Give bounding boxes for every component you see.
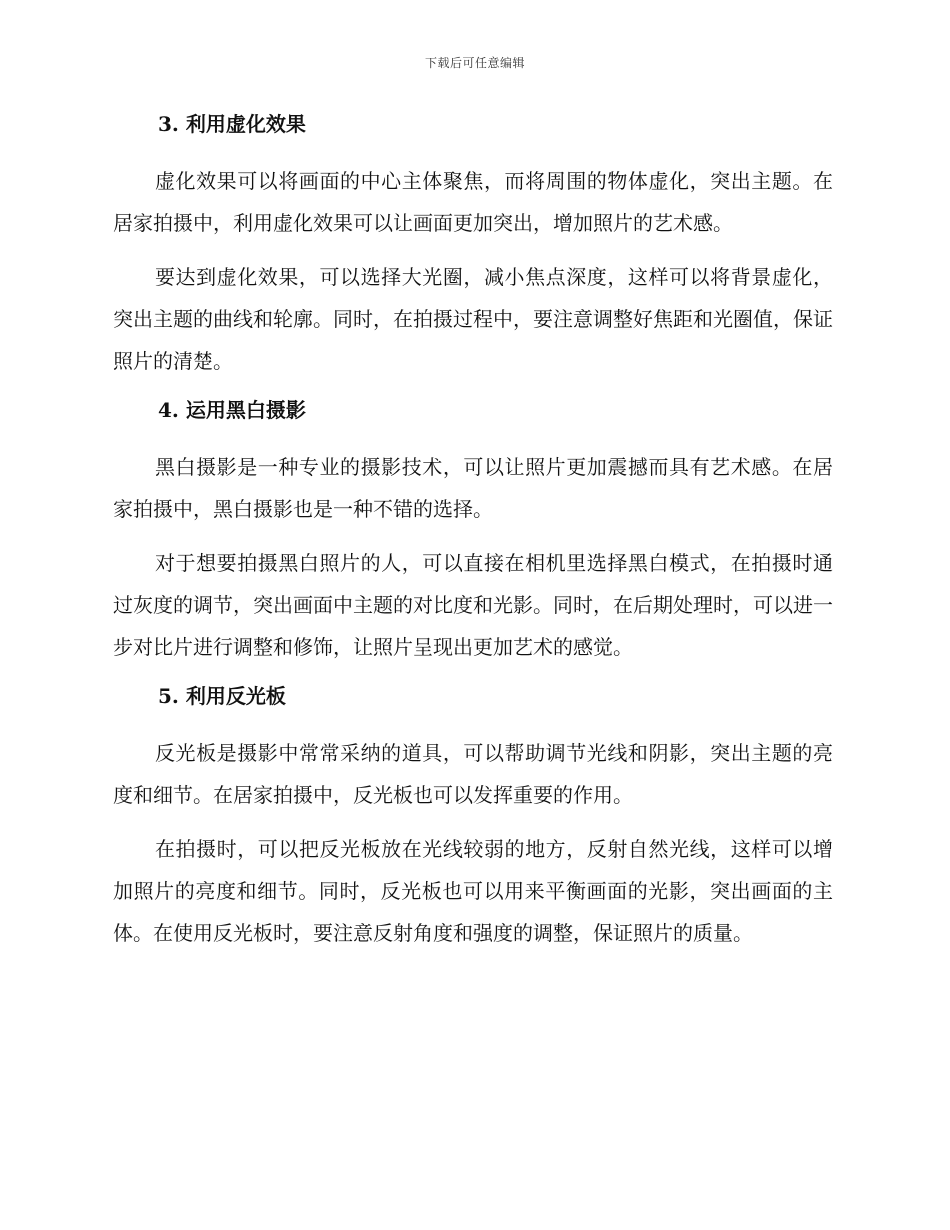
section-5	[113, 680, 833, 954]
paragraph: 在拍摄时，可以把反光板放在光线较弱的地方，反射自然光线，这样可以增加照片的亮度和细节。同时，反光板也可以用来平衡画面的光影，突出画面的主体。在使用反光板时，要注意反射角度和强度的调整，保证照片的质量。	[113, 837, 833, 945]
section-heading: 3. 利用虚化效果	[158, 112, 306, 136]
paragraph: 要达到虚化效果，可以选择大光圈，减小焦点深度，这样可以将背景虚化，突出主题的曲线和轮廓。同时，在拍摄过程中，要注意调整好焦距和光圈值，保证照片的清楚。	[113, 265, 833, 373]
section-heading: 4. 运用黑白摄影	[158, 398, 306, 422]
paragraph: 对于想要拍摄黑白照片的人，可以直接在相机里选择黑白模式，在拍摄时通过灰度的调节，突出画面中主题的对比度和光影。同时，在后期处理时，可以进一步对比片进行调整和修饰，让照片呈现出更加艺术的感觉。	[113, 551, 833, 659]
section-heading: 5. 利用反光板	[158, 684, 286, 708]
paragraph: 反光板是摄影中常常采纳的道具，可以帮助调节光线和阴影，突出主题的亮度和细节。在居家拍摄中，反光板也可以发挥重要的作用。	[113, 741, 833, 807]
section-3	[113, 108, 833, 382]
page-header: 下载后可任意编辑	[424, 56, 525, 70]
paragraph: 黑白摄影是一种专业的摄影技术，可以让照片更加震撼而具有艺术感。在居家拍摄中，黑白摄影也是一种不错的选择。	[113, 455, 833, 521]
paragraph: 虚化效果可以将画面的中心主体聚焦，而将周围的物体虚化，突出主题。在居家拍摄中，利用虚化效果可以让画面更加突出，增加照片的艺术感。	[113, 169, 833, 235]
document-body	[113, 108, 833, 966]
section-4	[113, 394, 833, 668]
